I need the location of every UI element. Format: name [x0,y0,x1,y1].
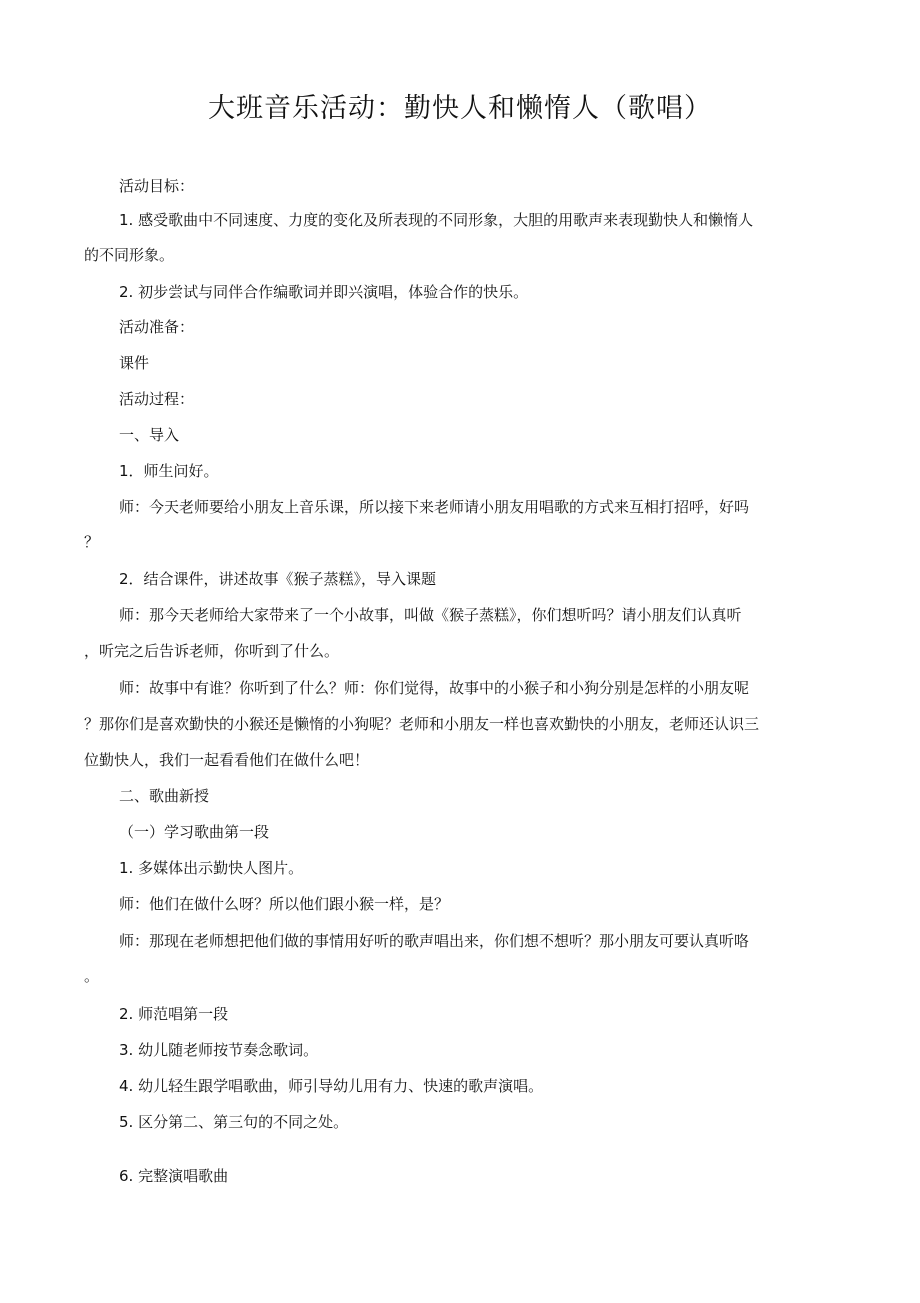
paragraph: 4. 幼儿轻生跟学唱歌曲，师引导幼儿用有力、快速的歌声演唱。 [119,1077,544,1095]
paragraph: 师：今天老师要给小朋友上音乐课，所以接下来老师请小朋友用唱歌的方式来互相打招呼，好吗 [119,498,750,516]
subheading: 一、导入 [119,426,180,444]
paragraph: 3. 幼儿随老师按节奏念歌词。 [119,1041,319,1059]
document-title: 大班音乐活动：勤快人和懒惰人（歌唱） [208,93,712,124]
paragraph: 师：那现在老师想把他们做的事情用好听的歌声唱出来，你们想不想听？那小朋友可要认真听咯 [119,932,750,950]
paragraph-continuation: ？那你们是喜欢勤快的小猴还是懒惰的小狗呢？老师和小朋友一样也喜欢勤快的小朋友，老师还认识三 [84,715,760,733]
paragraph-continuation: 位勤快人，我们一起看看他们在做什么吧！ [84,751,370,769]
paragraph: 师：那今天老师给大家带来了一个小故事，叫做《猴子蒸糕》，你们想听吗？请小朋友们认真听 [119,606,742,624]
paragraph-continuation: 的不同形象。 [84,246,175,264]
paragraph-continuation: 。 [84,967,100,985]
paragraph: 1．师生问好。 [119,462,219,480]
paragraph: 师：故事中有谁？你听到了什么？师：你们觉得，故事中的小猴子和小狗分别是怎样的小朋友呢 [119,679,750,697]
section-heading-goals: 活动目标： [119,177,195,195]
paragraph: 5. 区分第二、第三句的不同之处。 [119,1113,349,1131]
paragraph: 1. 多媒体出示勤快人图片。 [119,859,304,877]
paragraph: 1. 感受歌曲中不同速度、力度的变化及所表现的不同形象，大胆的用歌声来表现勤快人和懒惰人 [119,211,754,229]
subheading: （一）学习歌曲第一段 [119,823,270,841]
paragraph-continuation: ？ [84,533,100,551]
paragraph-continuation: ，听完之后告诉老师，你听到了什么。 [84,642,340,660]
paragraph: 2．结合课件，讲述故事《猴子蒸糕》，导入课题 [119,570,437,588]
paragraph: 2. 初步尝试与同伴合作编歌词并即兴演唱，体验合作的快乐。 [119,283,529,301]
subheading: 二、歌曲新授 [119,787,210,805]
paragraph: 师：他们在做什么呀？所以他们跟小猴一样，是？ [119,895,450,913]
section-heading-preparation: 活动准备： [119,318,195,336]
paragraph: 6. 完整演唱歌曲 [119,1167,229,1185]
paragraph: 课件 [119,354,150,372]
paragraph: 2. 师范唱第一段 [119,1005,229,1023]
section-heading-process: 活动过程： [119,390,195,408]
